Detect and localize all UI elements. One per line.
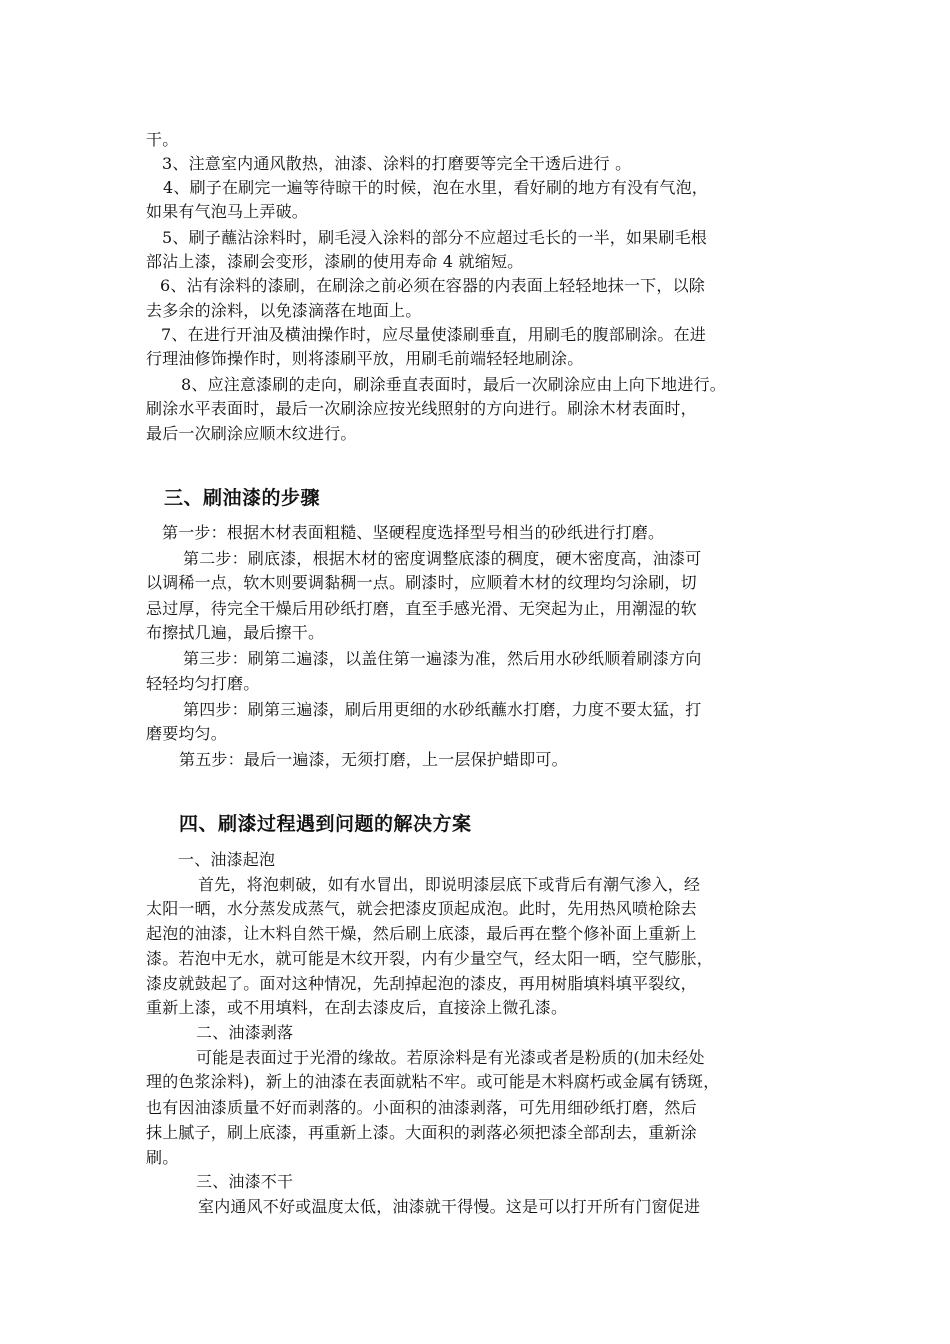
text-line: 第三步：刷第二遍漆，以盖住第一遍漆为准，然后用水砂纸顺着刷漆方向	[183, 649, 702, 668]
text-line: 布擦拭几遍，最后擦干。	[146, 623, 325, 642]
text-line: 太阳一晒，水分蒸发成蒸气，就会把漆皮顶起成泡。此时，先用热风喷枪除去	[146, 899, 697, 918]
text-line: 抹上腻子，刷上底漆，再重新上漆。大面积的剥落必须把漆全部刮去，重新涂	[146, 1123, 697, 1142]
text-line: 漆皮就鼓起了。面对这种情况，先刮掉起泡的漆皮，再用树脂填料填平裂纹，	[146, 974, 697, 993]
text-line: 室内通风不好或温度太低，油漆就干得慢。这是可以打开所有门窗促进	[198, 1197, 701, 1216]
section-heading: 四、刷漆过程遇到问题的解决方案	[179, 813, 472, 835]
text-line: 6、沾有涂料的漆刷，在刷涂之前必须在容器的内表面上轻轻地抹一下，以除	[160, 276, 705, 295]
text-line: 7、在进行开油及横油操作时，应尽量使漆刷垂直，用刷毛的腹部刷涂。在进	[161, 325, 706, 344]
text-line: 起泡的油漆，让木料自然干燥，然后刷上底漆，最后再在整个修补面上重新上	[146, 924, 697, 943]
text-line: 漆。若泡中无水，就可能是木纹开裂，内有少量空气，经太阳一晒，空气膨胀，	[146, 949, 714, 968]
text-line: 第二步：刷底漆，根据木材的密度调整底漆的稠度，硬木密度高，油漆可	[183, 549, 702, 568]
text-line: 轻轻均匀打磨。	[146, 674, 260, 693]
text-line: 刷涂水平表面时，最后一次刷涂应按光线照射的方向进行。刷涂木材表面时，	[146, 399, 697, 418]
text-line: 理的色浆涂料)，新上的油漆在表面就粘不牢。或可能是木料腐朽或金属有锈斑，	[146, 1072, 720, 1091]
text-line: 干。	[146, 130, 179, 149]
text-line: 刷。	[146, 1148, 179, 1167]
text-line: 如果有气泡马上弄破。	[146, 202, 309, 221]
section-heading: 三、刷油漆的步骤	[164, 487, 321, 509]
text-line: 可能是表面过于光滑的缘故。若原涂料是有光漆或者是粉质的(加未经处	[196, 1048, 705, 1067]
text-line: 首先，将泡刺破，如有水冒出，即说明漆层底下或背后有潮气渗入，经	[198, 875, 701, 894]
text-line: 以调稀一点，软木则要调黏稠一点。刷漆时，应顺着木材的纹理均匀涂刷，切	[146, 573, 697, 592]
subheading-line: 一、油漆起泡	[178, 850, 276, 869]
subheading-line: 二、油漆剥落	[196, 1023, 294, 1042]
text-line: 第五步：最后一遍漆，无须打磨，上一层保护蜡即可。	[179, 750, 568, 769]
text-line: 重新上漆，或不用填料，在刮去漆皮后，直接涂上微孔漆。	[146, 998, 568, 1017]
text-line: 磨要均匀。	[146, 724, 228, 743]
text-line: 忌过厚，待完全干燥后用砂纸打磨，直至手感光滑、无突起为止，用潮湿的软	[146, 599, 697, 618]
subheading-line: 三、油漆不干	[196, 1172, 294, 1191]
text-line: 去多余的涂料，以免漆滴落在地面上。	[146, 301, 422, 320]
text-line: 第四步：刷第三遍漆，刷后用更细的水砂纸蘸水打磨，力度不要太猛，打	[183, 700, 702, 719]
text-line: 行理油修饰操作时，则将漆刷平放，用刷毛前端轻轻地刷涂。	[146, 349, 584, 368]
text-line: 5、刷子蘸沾涂料时，刷毛浸入涂料的部分不应超过毛长的一半，如果刷毛根	[162, 228, 707, 247]
text-line: 部沾上漆，漆刷会变形，漆刷的使用寿命 4 就缩短。	[146, 252, 524, 271]
text-line: 最后一次刷涂应顺木纹进行。	[146, 424, 357, 443]
text-line: 4、刷子在刷完一遍等待晾干的时候，泡在水里，看好刷的地方有没有气泡，	[163, 178, 708, 197]
text-line: 第一步：根据木材表面粗糙、坚硬程度选择型号相当的砂纸进行打磨。	[162, 523, 665, 542]
text-line: 也有因油漆质量不好而剥落的。小面积的油漆剥落，可先用细砂纸打磨，然后	[146, 1098, 697, 1117]
text-line: 3、注意室内通风散热，油漆、涂料的打磨要等完全干透后进行 。	[162, 154, 632, 173]
text-line: 8、应注意漆刷的走向，刷涂垂直表面时，最后一次刷涂应由上向下地进行。	[181, 375, 726, 394]
